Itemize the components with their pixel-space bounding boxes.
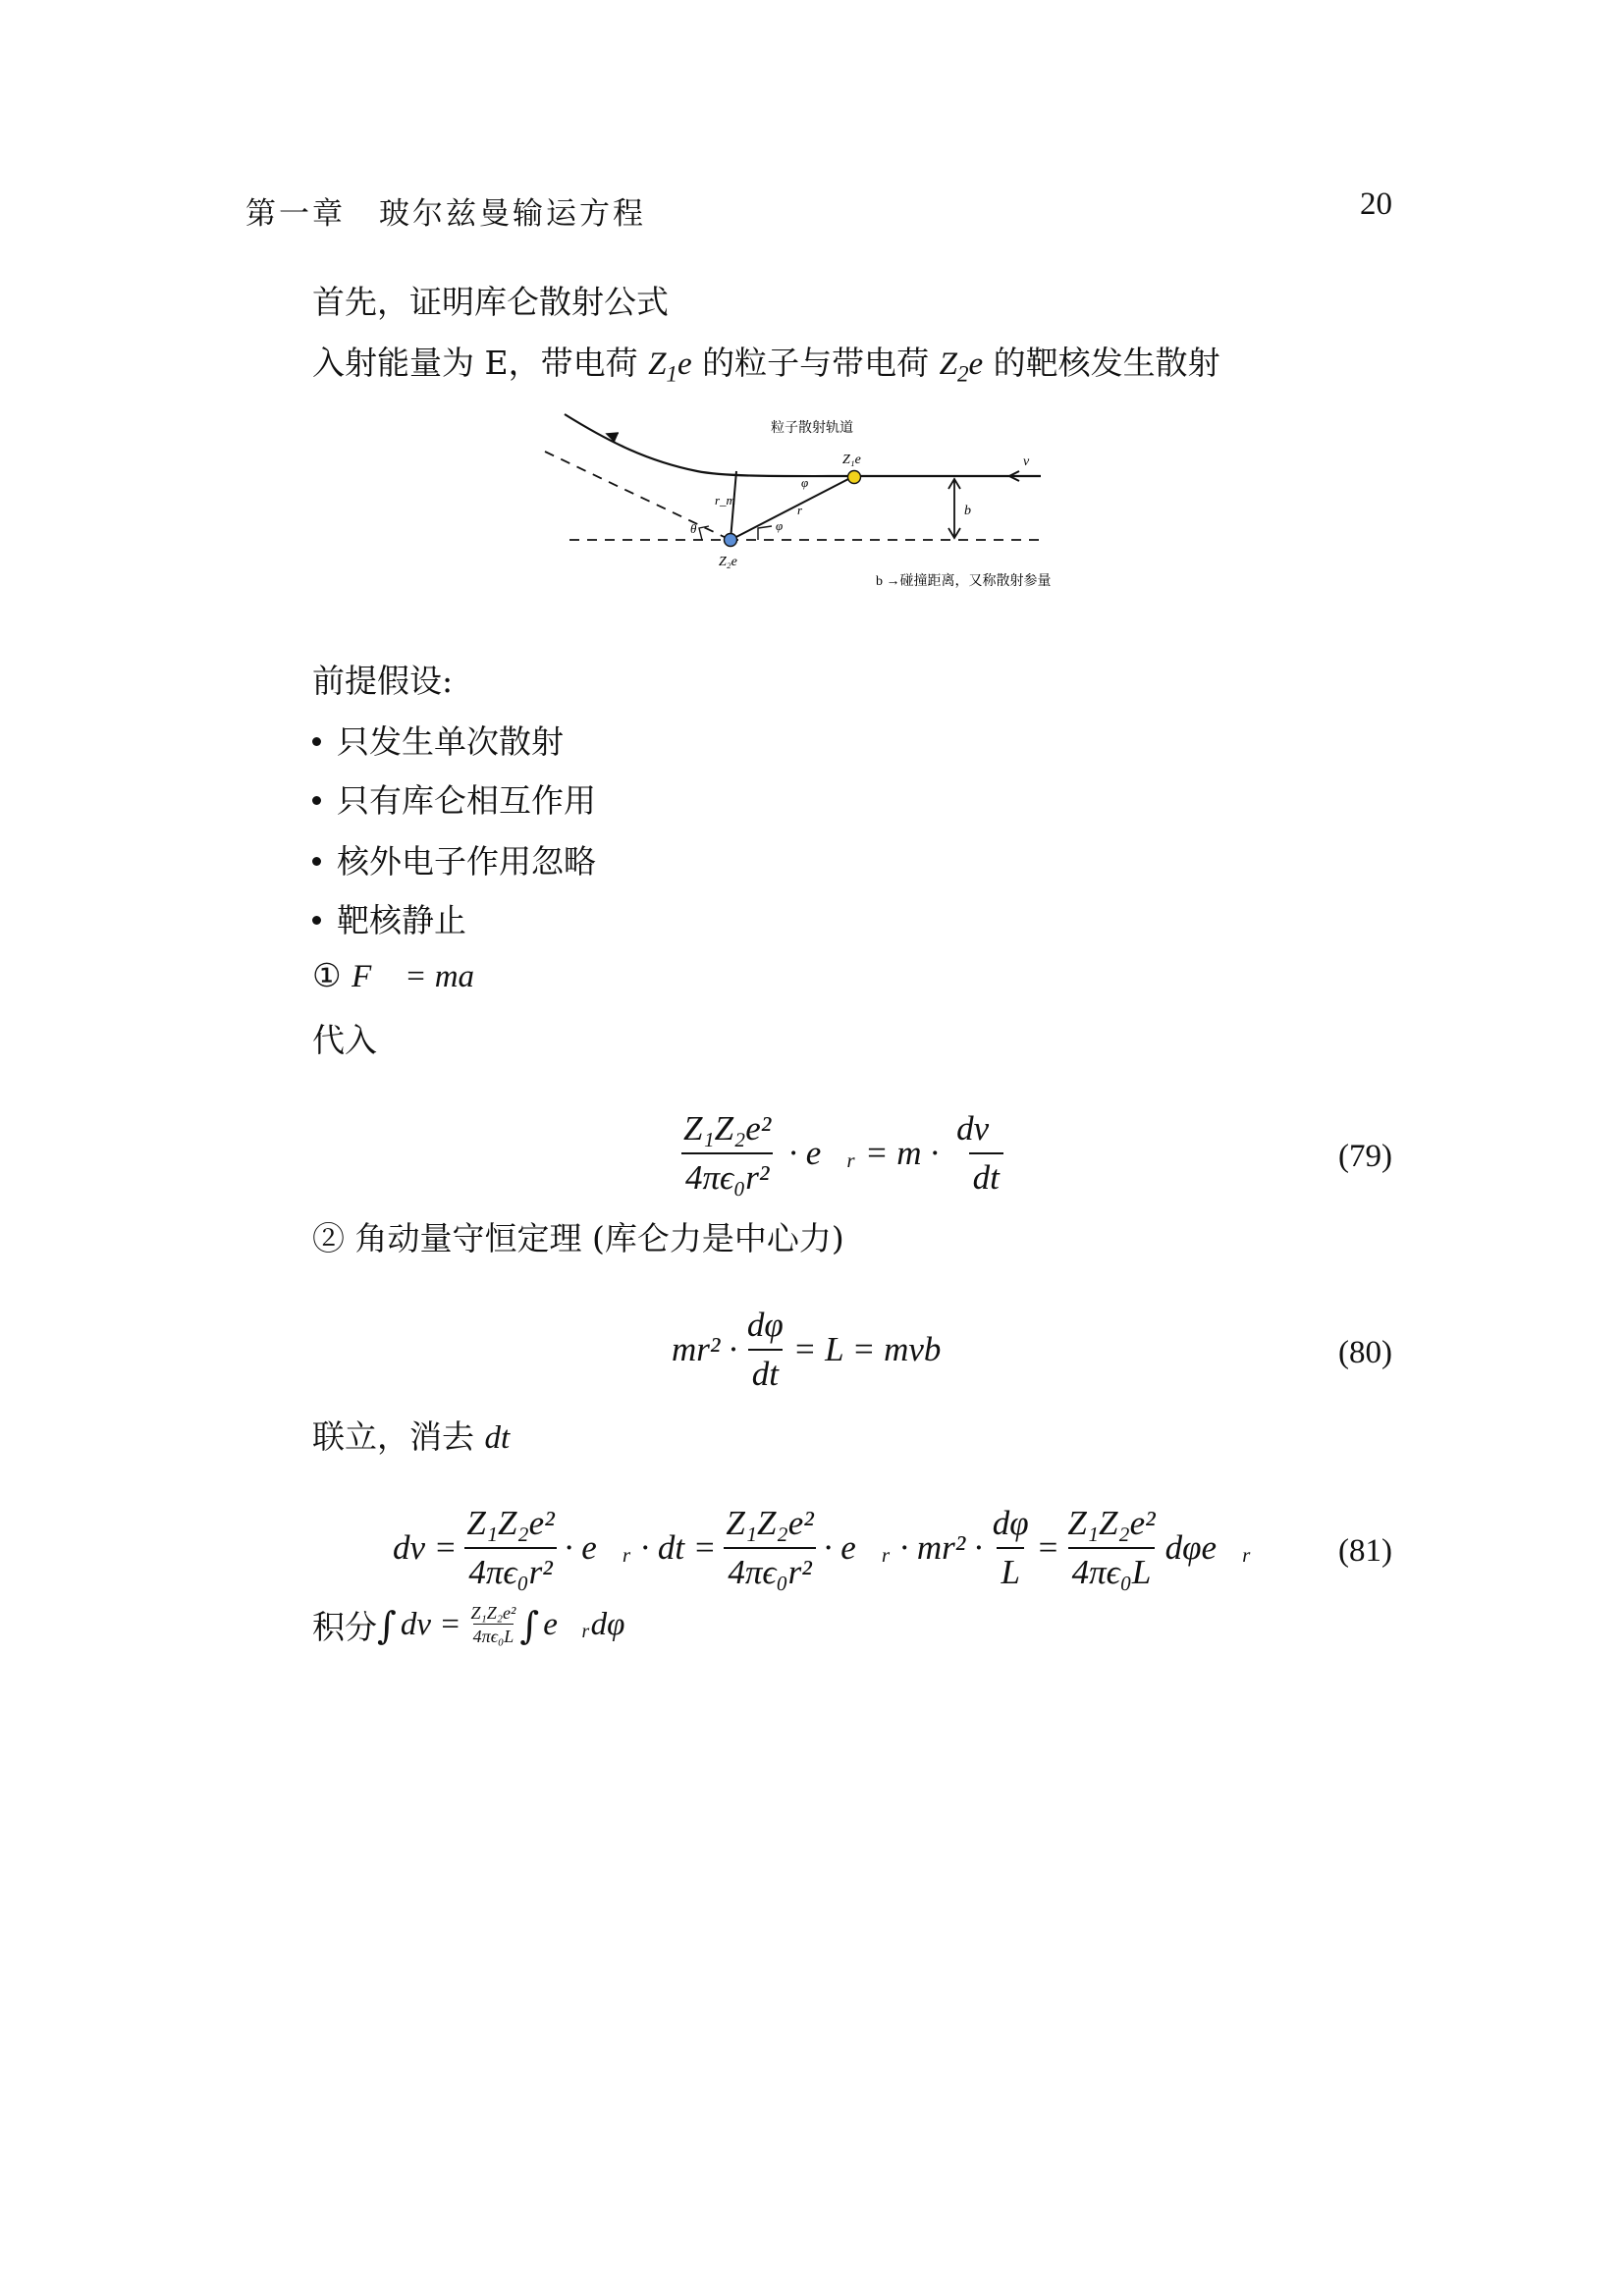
- intro-text-b: 的粒子与带电荷: [691, 344, 940, 382]
- label-phi-top: φ: [801, 475, 809, 490]
- label-phi-bottom: φ: [776, 518, 784, 533]
- integral-line: 积分 ∫ dv = $\frac{\text{Z₁Z₂e²}}{\text{4πϵ₀L}}$ ∫ e⃗ᵣdφ: [312, 1603, 625, 1647]
- bullet-icon: [312, 857, 321, 866]
- label-r: r: [797, 503, 803, 517]
- equation-number-80: (80): [1338, 1335, 1392, 1370]
- label-b: b: [964, 504, 971, 518]
- list-item: 只发生单次散射: [312, 717, 564, 763]
- step2-line: ② 角动量守恒定理 (库仑力是中心力): [312, 1219, 844, 1257]
- z2-symbol: $Z_2e$: [939, 347, 984, 387]
- list-item: 只有库仑相互作用: [312, 775, 596, 822]
- z1-particle: [848, 471, 861, 484]
- intro-text-c: 的靶核发生散射: [983, 344, 1220, 382]
- assumptions-heading: 前提假设:: [312, 662, 454, 700]
- bullet-icon: [312, 916, 321, 925]
- label-rm: r_m: [715, 493, 735, 507]
- list-item: 核外电子作用忽略: [312, 836, 596, 882]
- step1-line: [312, 956, 500, 995]
- newton-formula: F⃗ = ma⃗: [352, 959, 500, 994]
- circled-one-marker: ①: [312, 956, 342, 994]
- equation-81: dv = $\frac{\text{Z₁Z₂e²}}{\text{4πϵ₀r²}}$ · e⃗ᵣ · dt = $\frac{\text{Z₁Z₂e²}}{\text{4πϵ₀r²}}$ · e⃗ᵣ · mr² · $\frac{d\varphi}{L}$ = $\frac{\text{Z₁Z₂e²}}{\text{4πϵ₀L}}$ dφe⃗ᵣ: [393, 1504, 1252, 1591]
- intro-line-2: [312, 338, 1220, 387]
- intro-text-a: 入射能量为 E，带电荷: [312, 344, 649, 382]
- label-z1e: Z₁e: [842, 453, 861, 467]
- asymptote-dashed-line: [545, 452, 731, 540]
- scattering-diagram: [530, 402, 1100, 599]
- page-number: 20: [1360, 187, 1392, 222]
- z2-nucleus: [725, 534, 737, 547]
- bullet-icon: [312, 796, 321, 805]
- label-z2e: Z₂e: [719, 555, 737, 569]
- label-v: v: [1023, 454, 1030, 469]
- label-theta: θ: [690, 521, 697, 536]
- intro-line-1: 首先，证明库仑散射公式: [312, 283, 669, 321]
- equation-number-81: (81): [1338, 1533, 1392, 1569]
- figure-caption: b →碰撞距离，又称散射参量: [876, 574, 1052, 589]
- equation-79: $\frac{\text{Z₁Z₂e²}}{\text{4πϵ₀r²}}$ · e⃗ᵣ = m · $\frac{dv⃗}{dt}$: [674, 1109, 1025, 1198]
- equation-80: mr² · $\frac{d\varphi}{dt}$ = L = mvb: [672, 1306, 942, 1393]
- chapter-header: 第一章 玻尔兹曼输运方程: [245, 196, 646, 232]
- phi-angle-mark: [758, 526, 772, 540]
- list-item: 靶核静止: [312, 895, 466, 941]
- bullet-icon: [312, 737, 321, 746]
- z1-symbol: $Z_1e$: [648, 347, 692, 387]
- substitute-text: 代入: [312, 1021, 377, 1059]
- step3-line: 联立，消去 dt: [312, 1417, 511, 1456]
- r-line: [731, 478, 850, 540]
- figure-title: 粒子散射轨道: [771, 421, 853, 436]
- equation-number-79: (79): [1338, 1139, 1392, 1174]
